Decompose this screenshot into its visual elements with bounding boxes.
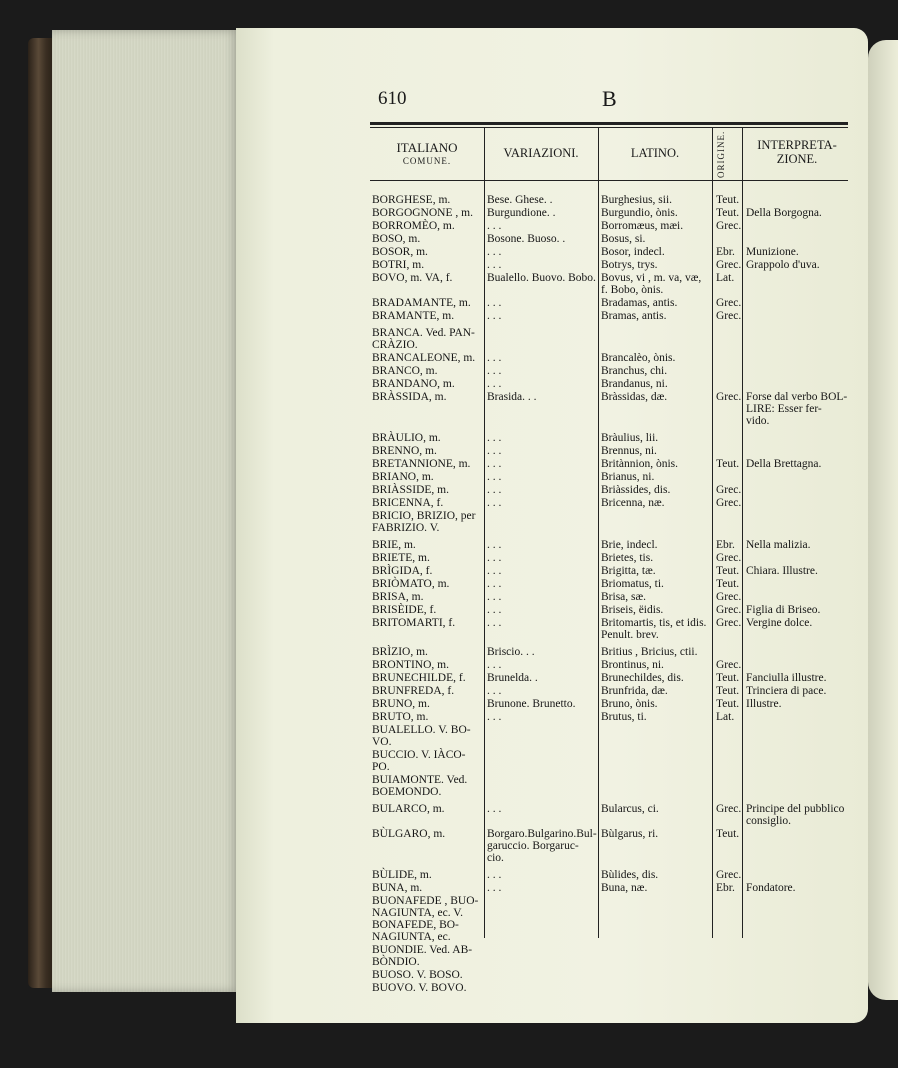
latino-cell: Branchus, chi. [601,365,668,377]
italiano-cell: BRISÈIDE, f. [372,604,437,616]
variazioni-cell: . . . [487,365,502,377]
latino-cell: Brutus, ti. [601,711,647,723]
origine-cell: Ebr. [716,246,735,258]
latino-cell: Brennus, ni. [601,445,657,457]
interpretazione-cell: Forse dal verbo BOL- [746,391,848,403]
column-header-interpretazione-line1: INTERPRETA- [757,138,837,152]
variazioni-cell: . . . [487,297,502,309]
variazioni-cell: . . . [487,803,502,815]
origine-cell: Teut. [716,458,740,470]
italiano-cell: BRUNECHILDE, f. [372,672,466,684]
origine-cell: Grec. [716,297,742,309]
variazioni-cell: . . . [487,685,502,697]
italiano-cell: BRICENNA, f. [372,497,444,509]
origine-cell: Grec. [716,604,742,616]
origine-cell: Grec. [716,617,742,629]
italiano-cell: BRÀSSIDA, m. [372,391,447,403]
italiano-cell: VO. [372,736,392,748]
interpretazione-cell: Principe del pubblico [746,803,845,815]
latino-cell: Britius , Bricius, ctii. [601,646,698,658]
variazioni-cell: Borgaro.Bulgarino.Bul- [487,828,597,840]
latino-cell: Buna, næ. [601,882,648,894]
origine-cell: Teut. [716,685,740,697]
italiano-cell: BRANDANO, m. [372,378,455,390]
italiano-cell: BRIÀSSIDE, m. [372,484,449,496]
latino-cell: Brisa, sæ. [601,591,647,603]
italiano-cell: BRENNO, m. [372,445,437,457]
column-header-interpretazione-line2: ZIONE. [776,152,818,166]
italiano-cell: BUONAFEDE , BUO- [372,895,479,907]
italiano-cell: BUONDIE. Ved. AB- [372,944,473,956]
interpretazione-cell: vido. [746,415,770,427]
italiano-cell: FABRIZIO. V. [372,522,440,534]
latino-cell: Borromæus, mæi. [601,220,684,232]
interpretazione-cell: Fanciulla illustre. [746,672,827,684]
latino-cell: Bùlgarus, ri. [601,828,659,840]
variazioni-cell: . . . [487,578,502,590]
variazioni-cell: . . . [487,869,502,881]
origine-cell: Grec. [716,310,742,322]
column-header-latino-title: LATINO. [630,146,680,160]
italiano-cell: BOSO, m. [372,233,421,245]
italiano-cell: BUOSO. V. BOSO. [372,969,463,981]
variazioni-cell: . . . [487,310,502,322]
latino-cell: Bràulius, lii. [601,432,659,444]
variazioni-cell: . . . [487,458,502,470]
interpretazione-cell: Trinciera di pace. [746,685,827,697]
italiano-cell: BRUNFREDA, f. [372,685,455,697]
italiano-cell: BRIANO, m. [372,471,434,483]
italiano-cell: BRANCA. Ved. PAN- [372,327,475,339]
origine-cell: Teut. [716,194,740,206]
italiano-cell: BRICIO, BRIZIO, per [372,510,476,522]
variazioni-cell: . . . [487,484,502,496]
interpretazione-cell: Illustre. [746,698,782,710]
variazioni-cell: . . . [487,432,502,444]
origine-cell: Teut. [716,565,740,577]
latino-cell: Penult. brev. [601,629,659,641]
interpretazione-cell: Della Brettagna. [746,458,822,470]
latino-cell: Brandanus, ni. [601,378,668,390]
column-header-variazioni-title: VARIAZIONI. [503,146,579,160]
variazioni-cell: . . . [487,445,502,457]
origine-cell: Grec. [716,803,742,815]
variazioni-cell: Brunelda. . [487,672,538,684]
italiano-cell: BÙLIDE, m. [372,869,432,881]
origine-cell: Grec. [716,391,742,403]
latino-cell: Briàssides, dis. [601,484,671,496]
variazioni-cell: garuccio. Borgaruc- [487,840,579,852]
italiano-cell: BRIETE, m. [372,552,430,564]
italiano-cell: BULARCO, m. [372,803,445,815]
latino-cell: Brie, indecl. [601,539,658,551]
origine-cell: Grec. [716,259,742,271]
latino-cell: Botrys, trys. [601,259,658,271]
italiano-cell: BORGOGNONE , m. [372,207,473,219]
column-header-italiano-sub: COMUNE. [402,156,452,166]
italiano-cell: BÙLGARO, m. [372,828,446,840]
italiano-cell: BRAMANTE, m. [372,310,455,322]
latino-cell: Bularcus, ci. [601,803,659,815]
italiano-cell: BRISA, m. [372,591,424,603]
interpretazione-cell: Vergine dolce. [746,617,813,629]
italiano-cell: BRETANNIONE, m. [372,458,471,470]
interpretazione-cell: consiglio. [746,815,792,827]
variazioni-cell: . . . [487,882,502,894]
italiano-cell: BONAFEDE, BO- [372,919,459,931]
variazioni-cell: . . . [487,352,502,364]
variazioni-cell: Brasida. . . [487,391,537,403]
interpretazione-cell: LIRE: Esser fer- [746,403,822,415]
latino-cell: Britomartis, tis, et idis. [601,617,707,629]
italiano-cell: BOTRI, m. [372,259,425,271]
italiano-cell: BUALELLO. V. BO- [372,724,471,736]
origine-cell: Grec. [716,552,742,564]
origine-cell: Teut. [716,578,740,590]
latino-cell: Bradamas, antis. [601,297,678,309]
variazioni-cell: Bualello. Buovo. Bobo. [487,272,596,284]
latino-cell: Brancalèo, ònis. [601,352,676,364]
italiano-cell: NAGIUNTA, ec. V. [372,907,463,919]
variazioni-cell: . . . [487,604,502,616]
latino-cell: Burgundio, ònis. [601,207,678,219]
latino-cell: Burghesius, sii. [601,194,673,206]
variazioni-cell: Briscio. . . [487,646,535,658]
interpretazione-cell: Fondatore. [746,882,796,894]
variazioni-cell: . . . [487,259,502,271]
interpretazione-cell: Figlia di Briseo. [746,604,821,616]
latino-cell: Bricenna, næ. [601,497,665,509]
latino-cell: Bruno, ònis. [601,698,658,710]
italiano-cell: BOSOR, m. [372,246,428,258]
variazioni-cell: . . . [487,246,502,258]
italiano-cell: CRÀZIO. [372,339,418,351]
italiano-cell: BUOVO. V. BOVO. [372,982,467,994]
latino-cell: Brunechildes, dis. [601,672,684,684]
origine-cell: Teut. [716,698,740,710]
variazioni-cell: . . . [487,591,502,603]
origine-cell: Grec. [716,497,742,509]
italiano-cell: BUNA, m. [372,882,423,894]
latino-cell: Bùlides, dis. [601,869,659,881]
italiano-cell: NAGIUNTA, ec. [372,931,451,943]
italiano-cell: BRADAMANTE, m. [372,297,471,309]
origine-cell: Lat. [716,272,735,284]
latino-cell: Bosor, indecl. [601,246,665,258]
column-header-origine: ORIGINE. [716,130,726,178]
variazioni-cell: Brunone. Brunetto. [487,698,576,710]
italiano-cell: BORGHESE, m. [372,194,451,206]
latino-cell: Bràssidas, dæ. [601,391,668,403]
variazioni-cell: . . . [487,471,502,483]
latino-cell: Brunfrida, dæ. [601,685,668,697]
italiano-cell: BRÌGIDA, f. [372,565,433,577]
origine-cell: Grec. [716,591,742,603]
latino-cell: Briomatus, ti. [601,578,664,590]
origine-cell: Grec. [716,484,742,496]
origine-cell: Grec. [716,659,742,671]
origine-cell: Ebr. [716,539,735,551]
latino-cell: f. Bobo, ònis. [601,284,664,296]
italiano-cell: BRITOMARTI, f. [372,617,456,629]
latino-cell: Briseis, ëidis. [601,604,664,616]
latino-cell: Britànnion, ònis. [601,458,678,470]
variazioni-cell: Burgundione. . [487,207,556,219]
interpretazione-cell: Munizione. [746,246,799,258]
italiano-cell: BUIAMONTE. Ved. [372,774,468,786]
variazioni-cell: . . . [487,659,502,671]
origine-cell: Ebr. [716,882,735,894]
latino-cell: Bosus, si. [601,233,646,245]
italiano-cell: BRUNO, m. [372,698,430,710]
italiano-cell: BÒNDIO. [372,956,420,968]
italiano-cell: BRÌZIO, m. [372,646,428,658]
latino-cell: Bramas, antis. [601,310,667,322]
italiano-cell: BOVO, m. VA, f. [372,272,453,284]
italiano-cell: PO. [372,761,390,773]
latino-cell: Brontinus, ni. [601,659,664,671]
interpretazione-cell: Della Borgogna. [746,207,822,219]
italiano-cell: BRONTINO, m. [372,659,449,671]
interpretazione-cell: Nella malizia. [746,539,811,551]
variazioni-cell: . . . [487,617,502,629]
section-letter: B [602,86,617,111]
origine-cell: Grec. [716,869,742,881]
latino-cell: Brietes, tis. [601,552,654,564]
variazioni-cell: . . . [487,378,502,390]
latino-cell: Brianus, ni. [601,471,655,483]
variazioni-cell: . . . [487,711,502,723]
italiano-cell: BRANCALEONE, m. [372,352,476,364]
origine-cell: Teut. [716,672,740,684]
variazioni-cell: . . . [487,552,502,564]
variazioni-cell: . . . [487,565,502,577]
origine-cell: Grec. [716,220,742,232]
italiano-cell: BRANCO, m. [372,365,438,377]
variazioni-cell: . . . [487,539,502,551]
variazioni-cell: Bosone. Buoso. . [487,233,566,245]
origine-cell: Teut. [716,828,740,840]
italiano-cell: BRÀULIO, m. [372,432,441,444]
origine-cell: Teut. [716,207,740,219]
italiano-cell: BOEMONDO. [372,786,442,798]
italiano-cell: BUCCIO. V. IÀCO- [372,749,466,761]
column-header-italiano-title: ITALIANO [396,140,458,155]
italiano-cell: BRIE, m. [372,539,416,551]
interpretazione-cell: Grappolo d'uva. [746,259,820,271]
italiano-cell: BRIÒMATO, m. [372,578,450,590]
variazioni-cell: . . . [487,497,502,509]
latino-cell: Brigitta, tæ. [601,565,656,577]
italiano-cell: BORROMÈO, m. [372,220,455,232]
italiano-cell: BRUTO, m. [372,711,429,723]
variazioni-cell: cio. [487,852,504,864]
interpretazione-cell: Chiara. Illustre. [746,565,818,577]
latino-cell: Bovus, vi , m. va, væ, [601,272,702,284]
variazioni-cell: . . . [487,220,502,232]
origine-cell: Lat. [716,711,735,723]
variazioni-cell: Bese. Ghese. . [487,194,553,206]
page-number: 610 [378,88,407,109]
